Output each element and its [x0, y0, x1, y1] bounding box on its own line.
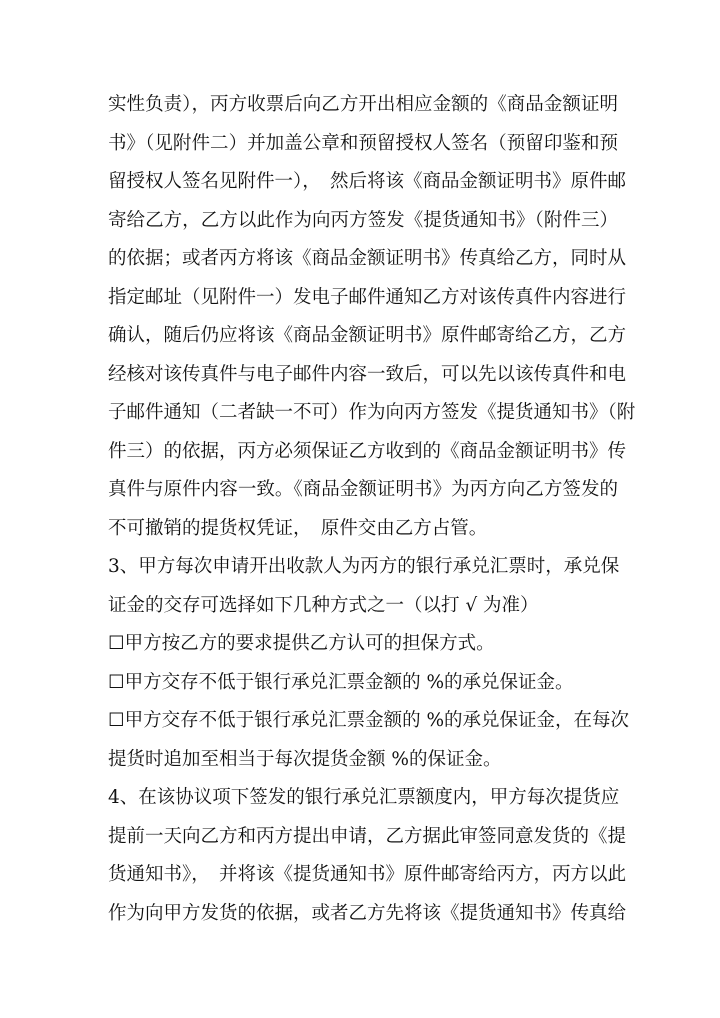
- text-line: 件三）的依据，丙方必须保证乙方收到的《商品金额证明书》传: [108, 440, 627, 462]
- text-line: 3、甲方每次申请开出收款人为丙方的银行承兑汇票时，承兑保: [108, 556, 620, 577]
- text-line: 证金的交存可选择如下几种方式之一（以打 √ 为准）: [108, 594, 539, 616]
- text-line: 确认，随后仍应将该《商品金额证明书》原件邮寄给乙方，乙方: [108, 325, 627, 346]
- text-line: 提前一天向乙方和丙方提出申请，乙方据此审签同意发货的《提: [108, 825, 627, 847]
- text-line: 4、在该协议项下签发的银行承兑汇票额度内，甲方每次提货应: [108, 787, 620, 808]
- text-line: 不可撤销的提货权凭证， 原件交由乙方占管。: [108, 517, 488, 539]
- text-line: 书》（见附件二）并加盖公章和预留授权人签名（预留印鉴和预: [108, 132, 618, 154]
- text-line: ☐甲方交存不低于银行承兑汇票金额的 %的承兑保证金，在每次: [108, 710, 630, 731]
- text-line: 指定邮址（见附件一）发电子邮件通知乙方对该传真件内容进行: [108, 286, 627, 308]
- text-line: 留授权人签名见附件一）， 然后将该《商品金额证明书》原件邮: [108, 171, 627, 192]
- text-line: 的依据；或者丙方将该《商品金额证明书》传真给乙方，同时从: [108, 248, 627, 269]
- text-line: 作为向甲方发货的依据，或者乙方先将该《提货通知书》传真给: [108, 902, 627, 924]
- text-line: 经核对该传真件与电子邮件内容一致后，可以先以该传真件和电: [108, 363, 627, 385]
- text-line: 真件与原件内容一致。《商品金额证明书》为丙方向乙方签发的: [108, 479, 618, 500]
- text-line: 提货时追加至相当于每次提货金额 %的保证金。: [108, 748, 502, 770]
- text-line: 寄给乙方，乙方以此作为向丙方签发《提货通知书》（附件三）: [108, 209, 618, 231]
- text-line: ☐甲方交存不低于银行承兑汇票金额的 %的承兑保证金。: [108, 671, 574, 693]
- agreement-text-block: [108, 86, 636, 933]
- text-line: 货通知书》， 并将该《提货通知书》原件邮寄给丙方，丙方以此: [108, 864, 627, 885]
- text-line: ☐甲方按乙方的要求提供乙方认可的担保方式。: [108, 633, 495, 654]
- text-line: 实性负责），丙方收票后向乙方开出相应金额的《商品金额证明: [108, 94, 618, 115]
- text-line: 子邮件通知（二者缺一不可）作为向丙方签发《提货通知书》（附: [108, 402, 636, 423]
